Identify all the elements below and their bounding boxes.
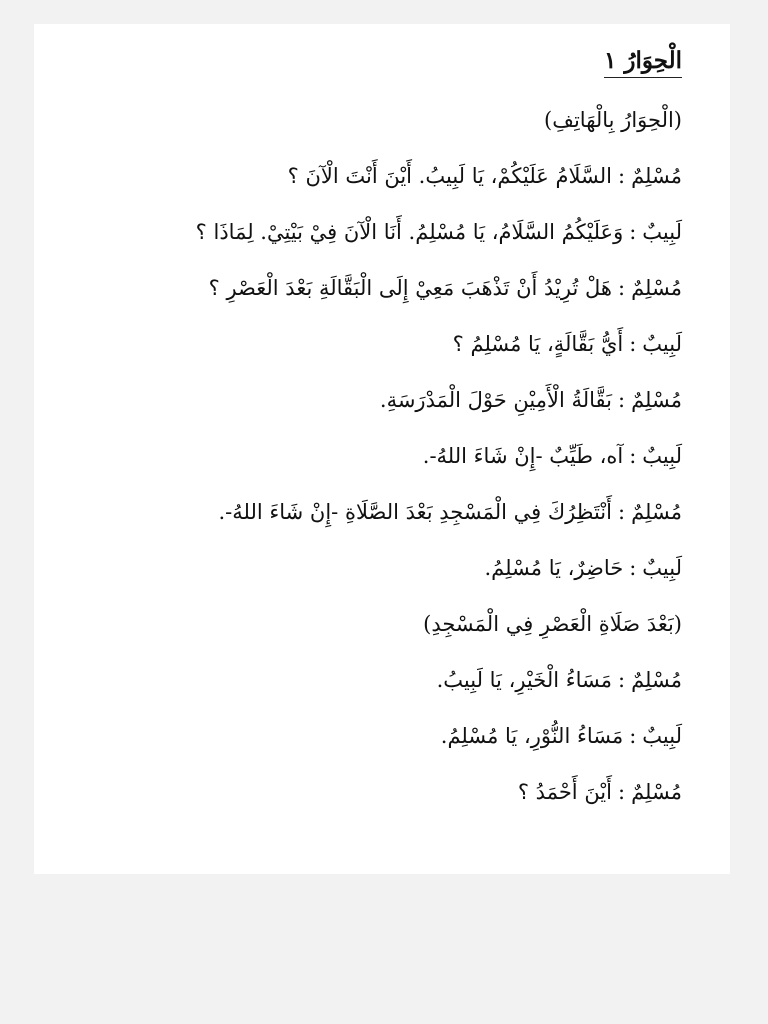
stage-note [82,596,682,652]
note-text: (بَعْدَ صَلَاةِ الْعَصْرِ فِي الْمَسْجِدِ) [423,612,682,636]
line-text: هَلْ تُرِيْدُ أَنْ تَذْهَبَ مَعِيْ إِلَى الْبَقَّالَةِ بَعْدَ الْعَصْرِ ؟ [208,276,612,300]
line-text: وَعَلَيْكُمُ السَّلَامُ، يَا مُسْلِمُ. أَنَا الْآنَ فِيْ بَيْتِيْ. لِمَاذَا ؟ [195,220,624,244]
speaker-separator: : [618,780,626,804]
speaker-name: لَبِيبٌ [642,444,682,468]
speaker-name: مُسْلِمٌ [631,668,682,692]
speaker-separator: : [629,444,637,468]
dialog-line [82,204,682,260]
line-text: أَيُّ بَقَّالَةٍ، يَا مُسْلِمُ ؟ [452,332,624,356]
note-text: (الْحِوَارُ بِالْهَاتِفِ) [544,108,682,132]
dialog-line [82,316,682,372]
line-text: أَنْتَظِرُكَ فِي الْمَسْجِدِ بَعْدَ الصَّلَاةِ -إِنْ شَاءَ اللهُ-. [218,500,612,524]
dialog-line [82,764,682,820]
dialog-line [82,372,682,428]
stage-note [82,92,682,148]
speaker-name: لَبِيبٌ [642,556,682,580]
dialog-content [82,46,682,820]
speaker-name: لَبِيبٌ [642,332,682,356]
line-text: مَسَاءُ الْخَيْرِ، يَا لَبِيبُ. [436,668,612,692]
line-text: حَاضِرٌ، يَا مُسْلِمُ. [484,556,624,580]
dialog-line [82,484,682,540]
speaker-separator: : [618,164,626,188]
dialog-line [82,148,682,204]
speaker-name: مُسْلِمٌ [631,388,682,412]
speaker-separator: : [618,388,626,412]
speaker-separator: : [629,556,637,580]
dialog-line [82,652,682,708]
dialog-line [82,708,682,764]
line-text: مَسَاءُ النُّوْرِ، يَا مُسْلِمُ. [440,724,624,748]
speaker-separator: : [629,220,637,244]
line-text: السَّلَامُ عَلَيْكُمْ، يَا لَبِيبُ. أَيْنَ أَنْتَ الْآنَ ؟ [287,164,612,188]
speaker-name: مُسْلِمٌ [631,500,682,524]
speaker-name: مُسْلِمٌ [631,780,682,804]
speaker-separator: : [629,724,637,748]
dialog-line [82,540,682,596]
dialog-title: الْحِوَارُ ١ [604,46,682,78]
speaker-name: مُسْلِمٌ [631,164,682,188]
speaker-name: مُسْلِمٌ [631,276,682,300]
speaker-separator: : [618,500,626,524]
line-text: أَيْنَ أَحْمَدُ ؟ [517,780,612,804]
speaker-separator: : [618,276,626,300]
speaker-name: لَبِيبٌ [642,724,682,748]
dialog-line [82,428,682,484]
document-page [34,24,730,874]
line-text: بَقَّالَةُ الْأَمِيْنِ حَوْلَ الْمَدْرَسَةِ. [379,388,612,412]
speaker-name: لَبِيبٌ [642,220,682,244]
dialog-line [82,260,682,316]
speaker-separator: : [618,668,626,692]
speaker-separator: : [629,332,637,356]
line-text: آه، طَيِّبٌ -إِنْ شَاءَ اللهُ-. [422,444,624,468]
